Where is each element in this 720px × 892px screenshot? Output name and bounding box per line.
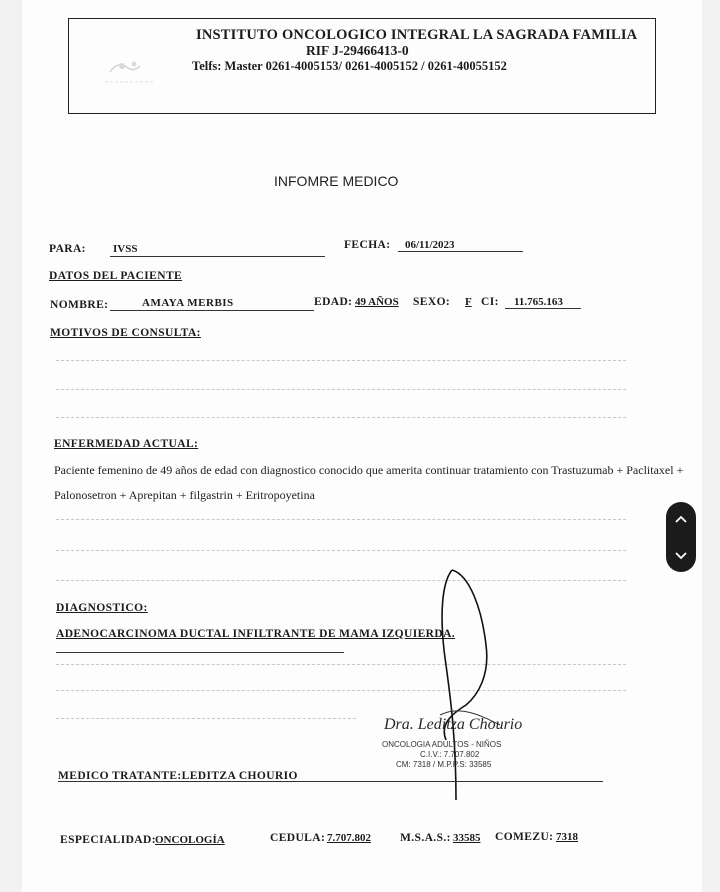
para-value: IVSS: [113, 243, 138, 255]
msas-label: M.S.A.S.:: [400, 832, 451, 844]
nombre-underline: [110, 310, 314, 311]
motivos-heading: MOTIVOS DE CONSULTA:: [50, 327, 201, 339]
institute-logo-icon: [100, 52, 160, 88]
sexo-value: F: [465, 296, 472, 308]
page-scroll-control[interactable]: [666, 502, 696, 572]
fecha-label: FECHA:: [344, 239, 391, 251]
stamp-cm: CM: 7318 / M.P.P.S: 33585: [396, 760, 492, 769]
blank-line: [56, 550, 626, 551]
diagnostico-underline: [56, 652, 344, 653]
signature-drawing: [370, 565, 530, 805]
blank-line: [56, 360, 626, 361]
ci-underline: [505, 308, 581, 309]
datos-paciente-heading: DATOS DEL PACIENTE: [49, 270, 183, 282]
blank-line: [56, 417, 626, 418]
edad-label: EDAD:: [314, 296, 353, 308]
sexo-label: SEXO:: [413, 296, 451, 308]
chevron-up-icon[interactable]: [674, 513, 688, 527]
blank-line: [56, 718, 356, 719]
fecha-underline: [398, 251, 523, 252]
medico-underline: [58, 781, 603, 782]
page-title: INFOMRE MEDICO: [274, 173, 399, 189]
chevron-down-icon[interactable]: [674, 548, 688, 562]
medico-tratante: MEDICO TRATANTE:LEDITZA CHOURIO: [58, 770, 298, 782]
nombre-value: AMAYA MERBIS: [142, 297, 234, 309]
stamp-doctor-name: Dra. Leditza Chourio: [384, 716, 523, 733]
comezu-label: COMEZU:: [495, 831, 554, 843]
institution-name: INSTITUTO ONCOLOGICO INTEGRAL LA SAGRADA FAMILIA: [196, 27, 638, 43]
msas-value: 33585: [453, 832, 481, 844]
institution-rif: RIF J-29466413-0: [306, 43, 409, 58]
blank-line: [56, 519, 626, 520]
enfermedad-heading: ENFERMEDAD ACTUAL:: [54, 438, 199, 450]
para-label: PARA:: [49, 243, 86, 255]
para-underline: [110, 256, 325, 257]
comezu-value: 7318: [556, 831, 578, 843]
diagnostico-heading: DIAGNOSTICO:: [56, 602, 148, 614]
stamp-civ: C.I.V.: 7.707.802: [420, 750, 480, 759]
nombre-label: NOMBRE:: [50, 299, 109, 311]
institution-phones: Telfs: Master 0261-4005153/ 0261-4005152 / 0261-40055152: [192, 59, 507, 73]
blank-line: [56, 690, 626, 691]
cedula-label: CEDULA:: [270, 832, 326, 844]
ci-label: CI:: [481, 296, 499, 308]
fecha-value: 06/11/2023: [405, 239, 455, 251]
edad-value: 49 AÑOS: [355, 296, 399, 308]
especialidad-value: ONCOLOGÍA: [155, 834, 225, 846]
cedula-value: 7.707.802: [327, 832, 371, 844]
blank-line: [56, 664, 626, 665]
especialidad-label: ESPECIALIDAD:: [60, 834, 156, 846]
stamp-specialty: ONCOLOGIA ADULTOS - NIÑOS: [382, 740, 502, 749]
diagnostico-value: ADENOCARCINOMA DUCTAL INFILTRANTE DE MAMA IZQUIERDA.: [56, 628, 456, 640]
enfermedad-text: Paciente femenino de 49 años de edad con diagnostico conocido que amerita continuar tratamiento con Trastuzumab + Paclitaxel + Palonosetron + Aprepitan + filgastrin + Eritropoyetina: [54, 463, 684, 502]
blank-line: [56, 389, 626, 390]
ci-value: 11.765.163: [514, 296, 563, 308]
blank-line: [56, 580, 626, 581]
